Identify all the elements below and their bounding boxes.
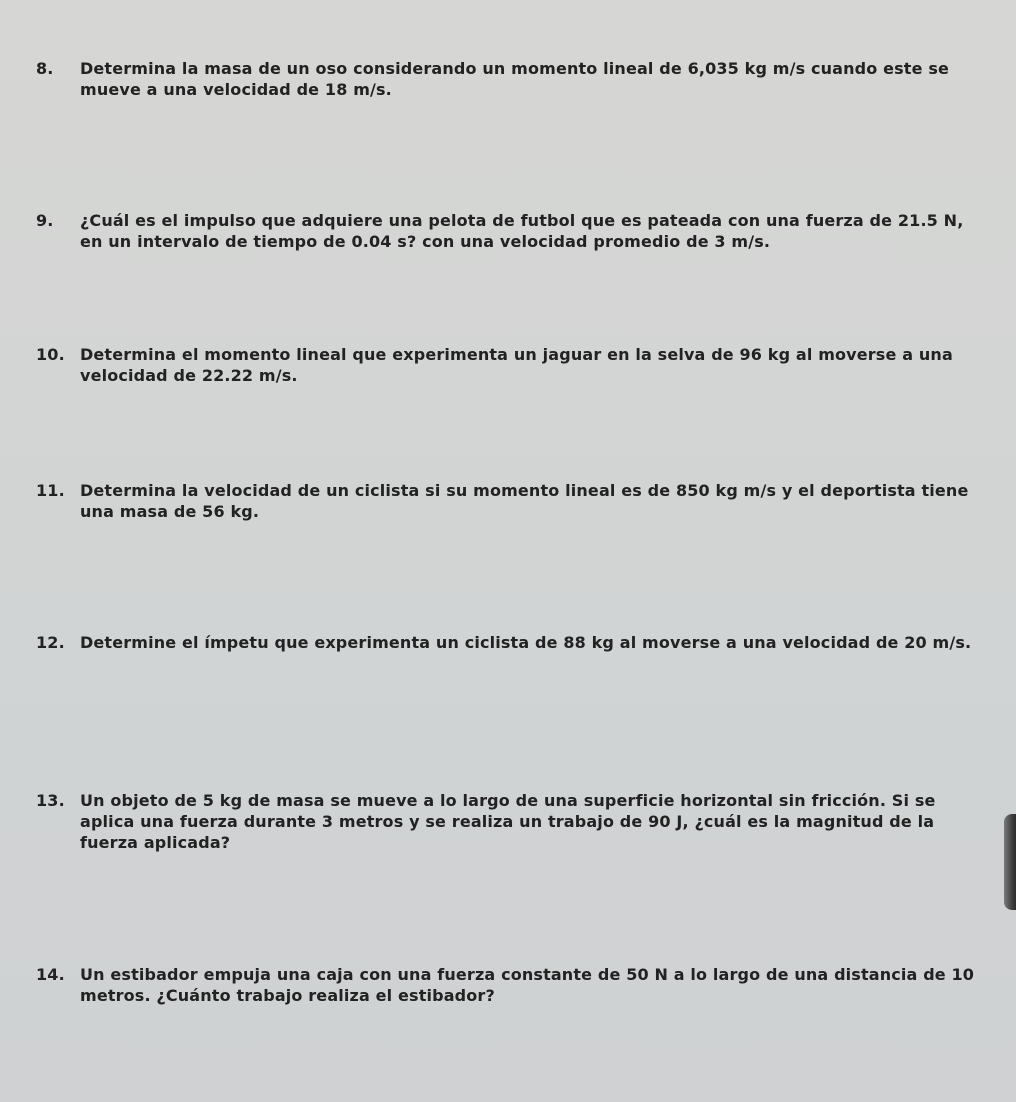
question-number: 12. xyxy=(36,633,65,652)
question-9 xyxy=(36,210,980,252)
question-text: Un objeto de 5 kg de masa se mueve a lo largo de una superficie horizontal sin fricción. Si se aplica una fuerza durante 3 metros y se realiza un trabajo de 90 J, ¿cuál es la magnitud de la fuerza aplicada? xyxy=(80,791,936,852)
page-edge-shadow xyxy=(1004,814,1016,910)
question-text: Un estibador empuja una caja con una fuerza constante de 50 N a lo largo de una distancia de 10 metros. ¿Cuánto trabajo realiza el estibador? xyxy=(80,965,975,1005)
question-10 xyxy=(36,344,980,386)
question-number: 8. xyxy=(36,59,54,78)
question-12 xyxy=(36,632,980,653)
question-text: Determine el ímpetu que experimenta un ciclista de 88 kg al moverse a una velocidad de 20 m/s. xyxy=(80,633,972,652)
question-14 xyxy=(36,964,980,1006)
question-text: Determina el momento lineal que experimenta un jaguar en la selva de 96 kg al moverse a una velocidad de 22.22 m/s. xyxy=(80,345,953,385)
question-text: Determina la masa de un oso considerando un momento lineal de 6,035 kg m/s cuando este se mueve a una velocidad de 18 m/s. xyxy=(80,59,950,99)
question-text: Determina la velocidad de un ciclista si su momento lineal es de 850 kg m/s y el deportista tiene una masa de 56 kg. xyxy=(80,481,969,521)
question-13 xyxy=(36,790,980,853)
question-number: 9. xyxy=(36,211,54,230)
question-number: 11. xyxy=(36,481,65,500)
question-number: 13. xyxy=(36,791,65,810)
question-text: ¿Cuál es el impulso que adquiere una pelota de futbol que es pateada con una fuerza de 21.5 N, en un intervalo de tiempo de 0.04 s? con una velocidad promedio de 3 m/s. xyxy=(80,211,964,251)
question-number: 14. xyxy=(36,965,65,984)
question-11 xyxy=(36,480,980,522)
question-number: 10. xyxy=(36,345,65,364)
question-8 xyxy=(36,58,980,100)
